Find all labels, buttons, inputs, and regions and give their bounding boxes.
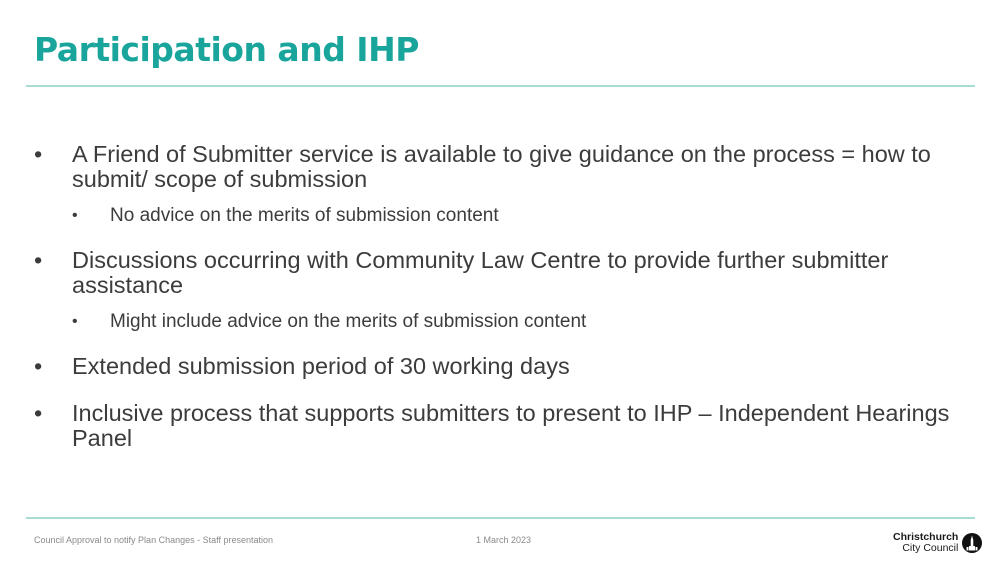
sub-bullet-item: • No advice on the merits of submission content [34,204,979,228]
council-logo [893,532,982,554]
logo-line-2: City Council [902,542,959,554]
footer-date: 1 March 2023 [476,535,532,545]
title-divider [26,85,975,87]
bullet-item: • Extended submission period of 30 working days [34,354,979,379]
bullet-item: • A Friend of Submitter service is available to give guidance on the process = how to submit/ scope of submission [34,142,979,192]
bullet-list [34,142,979,451]
logo-line-1: Christchurch [893,531,959,543]
logo-wordmark [893,532,958,554]
footer-presentation-title: Council Approval to notify Plan Changes - Staff presentation [34,535,273,545]
footer-divider [26,517,975,519]
cathedral-icon [962,533,982,553]
bullet-item: • Discussions occurring with Community Law Centre to provide further submitter assistance [34,248,979,298]
bullet-item: • Inclusive process that supports submitters to present to IHP – Independent Hearings Panel [34,401,979,451]
sub-bullet-item: • Might include advice on the merits of submission content [34,310,979,334]
slide-title: Participation and IHP [34,30,419,69]
